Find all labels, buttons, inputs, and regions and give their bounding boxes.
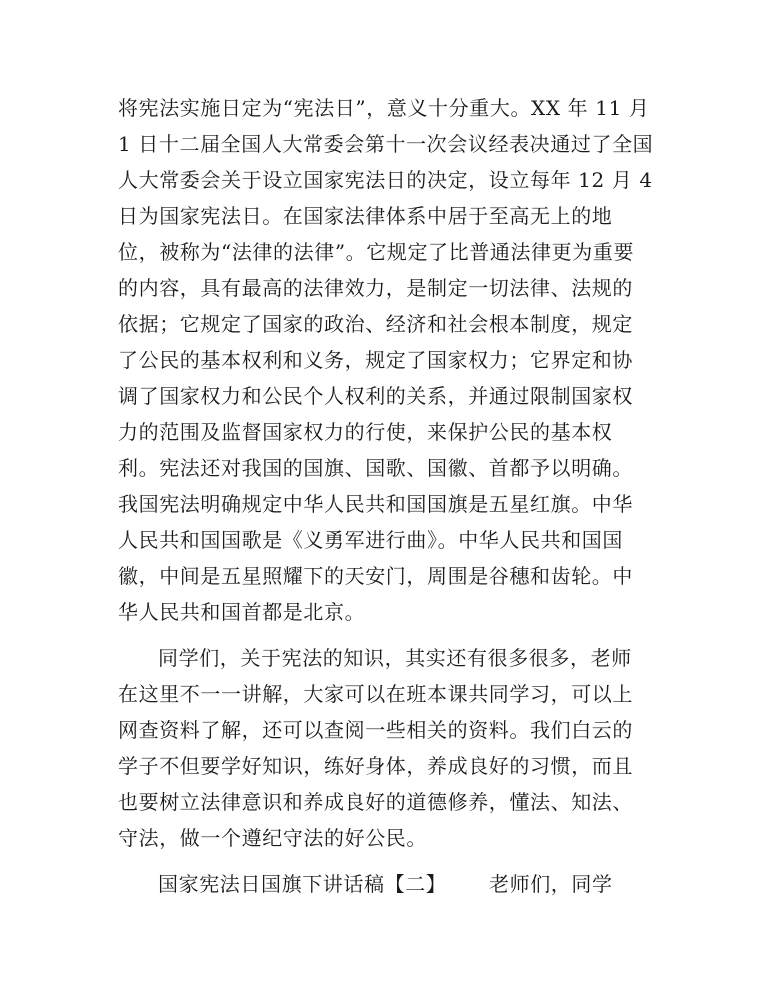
text-line: 人民共和国国歌是《义勇军进行曲》。中华人民共和国国 <box>118 528 623 552</box>
text-line: 日为国家宪法日。在国家法律体系中居于至高无上的地 <box>118 204 613 228</box>
text-line: 老师们，同学 <box>489 872 613 896</box>
text-line: 人大常委会关于设立国家宪法日的决定，设立每年 12 月 4 <box>118 168 653 192</box>
text-line: 华人民共和国首都是北京。 <box>118 600 366 624</box>
text-line: 利。宪法还对我国的国旗、国歌、国徽、首都予以明确。 <box>118 456 633 480</box>
paragraph-first-line: 同学们，关于宪法的知识，其实还有很多很多，老师 <box>158 646 632 670</box>
text-line: 力的范围及监督国家权力的行使，来保护公民的基本权 <box>118 420 613 444</box>
text-line: 1 日十二届全国人大常委会第十一次会议经表决通过了全国 <box>118 132 654 156</box>
text-line: 在这里不一一讲解，大家可以在班本课共同学习，可以上 <box>118 682 633 706</box>
text-line: 学子不但要学好知识，练好身体，养成良好的习惯，而且 <box>118 754 633 778</box>
text-line: 网查资料了解，还可以查阅一些相关的资料。我们白云的 <box>118 718 633 742</box>
text-line: 调了国家权力和公民个人权利的关系，并通过限制国家权 <box>118 384 633 408</box>
text-line: 了公民的基本权利和义务，规定了国家权力；它界定和协 <box>118 348 633 372</box>
text-line: 徽，中间是五星照耀下的天安门，周围是谷穗和齿轮。中 <box>118 564 633 588</box>
text-line: 将宪法实施日定为“宪法日”，意义十分重大。XX 年 11 月 <box>118 96 650 120</box>
text-line: 守法，做一个遵纪守法的好公民。 <box>118 826 427 850</box>
text-line: 我国宪法明确规定中华人民共和国国旗是五星红旗。中华 <box>118 492 633 516</box>
section-heading: 国家宪法日国旗下讲话稿【二】 <box>158 872 447 896</box>
text-line: 也要树立法律意识和养成良好的道德修养，懂法、知法、 <box>118 790 633 814</box>
text-line: 位，被称为“法律的法律”。它规定了比普通法律更为重要 <box>118 240 635 264</box>
text-line: 依据；它规定了国家的政治、经济和社会根本制度，规定 <box>118 312 633 336</box>
text-line: 的内容，具有最高的法律效力，是制定一切法律、法规的 <box>118 276 633 300</box>
